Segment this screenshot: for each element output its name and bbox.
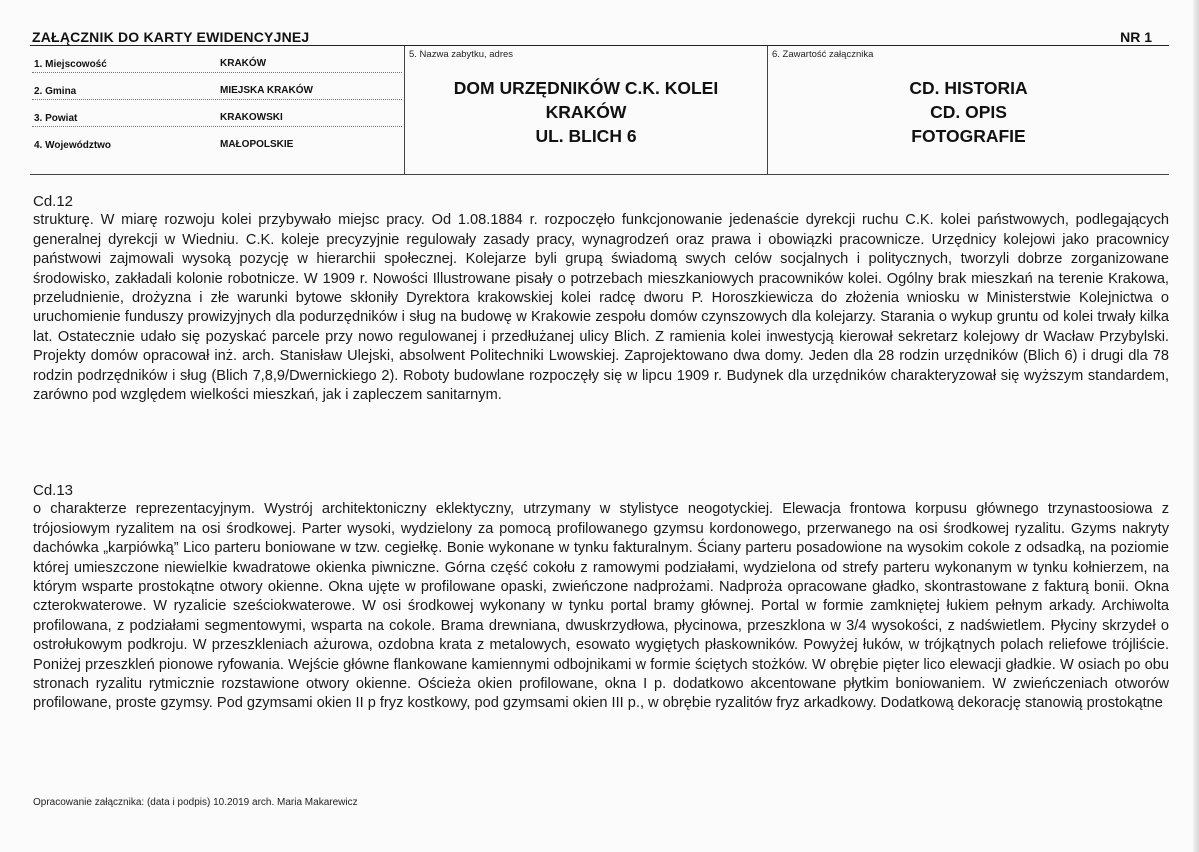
section-heading: Cd.13 <box>33 482 74 499</box>
row-label: 4. Województwo <box>34 140 112 151</box>
form-number: NR 1 <box>1120 29 1152 45</box>
section-heading: Cd.12 <box>33 193 74 210</box>
header-bottom-divider <box>30 174 1169 175</box>
row-gmina <box>32 77 402 100</box>
contents-list <box>768 76 1169 148</box>
row-powiat <box>32 104 402 127</box>
monument-line: UL. BLICH 6 <box>535 126 637 146</box>
row-wojewodztwo <box>32 131 402 153</box>
contents-label: 6. Zawartość załącznika <box>772 49 874 60</box>
row-value: KRAKOWSKI <box>220 112 283 123</box>
row-value: KRAKÓW <box>220 58 267 69</box>
section-text: strukturę. W miarę rozwoju kolei przybywało miejsc pracy. Od 1.08.1884 r. rozpoczęło funkcjonowanie jedenaście dyrekcji ruchu C.K. kolei państwowych, podlegających generalnej dyrekcji w Wiedniu. C.K. koleje precyzyjnie regulowały zasady pracy, wynagrodzeń oraz prawa i obowiązki pracownicze. Urzędnicy kolejowi jako pracownicy państwowi zajmowali wysoką pozycję w hierarchii społecznej. Kolejarze byli grupą świadomą swych celów socjalnych i politycznych, tworzyli dobrze zorganizowane środowisko, zakładali kolonie robotnicze. W 1909 r. Nowości Illustrowane pisały o potrzebach mieszkaniowych pracowników kolei. Ogólny brak mieszkań na terenie Krakowa, przeludnienie, drożyzna i złe warunki bytowe skłoniły Dyrektora krakowskiej kolei radcę dworu P. Horoszkiewicza do złożenia wniosku w Ministerstwie Kolejnictwa o uruchomienie funduszy prowizyjnych dla podurzędników i sług na budowę w Krakowie zespołu domów czynszowych dla kolejarzy. Starania o wykup gruntu od kolei trwały kilka lat. Ostatecznie udało się pozyskać parcele przy nowo regulowanej i przedłużanej ulicy Blich. Z ramienia kolei inwestycją kierował sekretarz kolejowy dr Wacław Przybylski. Projekty domów opracował inż. arch. Stanisław Ulejski, absolwent Politechniki Lwowskiej. Zaprojektowano dwa domy. Jeden dla 28 rodzin urzędników (Blich 6) i drugi dla 78 rodzin podrzędników i sług (Blich 7,8,9/Dwernickiego 2). Roboty budowlane rozpoczęły się w lipcu 1909 r. Budynek dla urzędników charakteryzował się wyższym standardem, zarówno pod względem wielkości mieszkań, jak i zapleczem sanitarnym. <box>33 212 1169 404</box>
section-text: o charakterze reprezentacyjnym. Wystrój architektoniczny eklektyczny, utrzymany w stylistyce neogotyckiej. Elewacja frontowa korpusu głównego trzynastoosiowa z trójosiowym ryzalitem na osi środkowej. Parter wysoki, wydzielony za pomocą profilowanego gzymsu kordonowego, przerwanego na osi środkowej ryzalitu. Gzyms nakryty dachówka „karpiówką” Lico parteru boniowane w tzw. cegiełkę. Bonie wykonane w tynku fakturalnym. Ściany parteru posadowione na wysokim cokole z odsadką, na poziomie której umieszczone niewielkie kwadratowe okienka piwniczne. Górna część cokołu z ramowymi podziałami, wydzielona od strefy parteru wykonanym w tynku kołnierzem, na którym wsparte prostokątne otwory okienne. Okna ujęte w profilowane opaski, zwieńczone nadprożami. Nadproża opracowane gładko, skontrastowane z fakturą bonii. Okna czterokwaterowe. W ryzalicie sześciokwaterowe. W osi środkowej wykonany w tynku portal bramy głównej. Portal w formie zamkniętej łukiem pełnym arkady. Archiwolta profilowana, z podziałami segmentowymi, wsparta na cokole. Brama drewniana, dwuskrzydłowa, płycinowa, przeszklona w 3/4 wysokości, z nadświetlem. Płyciny skrzydeł o ostrołukowym podkroju. W przeszkleniach ażurowa, ozdobna krata z metalowych, esowato wygiętych płaskowników. Powyżej łuków, w trójkątnych polach reliefowe trójliście. Poniżej przeszkleń pionowe ryfowania. Wejście główne flankowane kamiennymi odbojnikami w formie ściętych stożków. W obrębie pięter lico elewacji gładkie. W osiach po obu stronach ryzalitu rytmicznie rozstawione otwory okienne. Ościeża okien profilowane, okna I p. dodatkowo akcentowane płytkim boniowaniem. W zwieńczeniach otworów profilowane, proste gzymsy. Pod gzymsami okien II p fryz kostkowy, pod gzymsami okien III p., w obrębie ryzalitów fryz arkadkowy. Dodatkową dekorację stanowią prostokątne <box>33 501 1169 712</box>
monument-line: KRAKÓW <box>545 102 627 122</box>
contents-line: CD. HISTORIA <box>909 78 1028 98</box>
prepared-by-footer: Opracowanie załącznika: (data i podpis) 10.2019 arch. Maria Makarewicz <box>33 797 358 808</box>
row-value: MIEJSKA KRAKÓW <box>220 85 313 96</box>
row-label: 3. Powiat <box>34 113 78 124</box>
section-cd13 <box>33 481 1169 714</box>
section-cd12 <box>33 192 1169 405</box>
scan-edge <box>1193 0 1199 852</box>
monument-line: DOM URZĘDNIKÓW C.K. KOLEI <box>453 78 719 98</box>
monument-label: 5. Nazwa zabytku, adres <box>409 49 514 60</box>
row-label: 1. Miejscowość <box>34 59 107 70</box>
form-title: ZAŁĄCZNIK DO KARTY EWIDENCYJNEJ <box>32 29 310 45</box>
row-value: MAŁOPOLSKIE <box>220 139 294 150</box>
row-label: 2. Gmina <box>34 86 77 97</box>
row-miejscowosc <box>32 50 402 73</box>
monument-name <box>405 76 767 148</box>
header-divider <box>30 45 1169 46</box>
contents-line: CD. OPIS <box>930 102 1007 122</box>
contents-line: FOTOGRAFIE <box>911 126 1026 146</box>
